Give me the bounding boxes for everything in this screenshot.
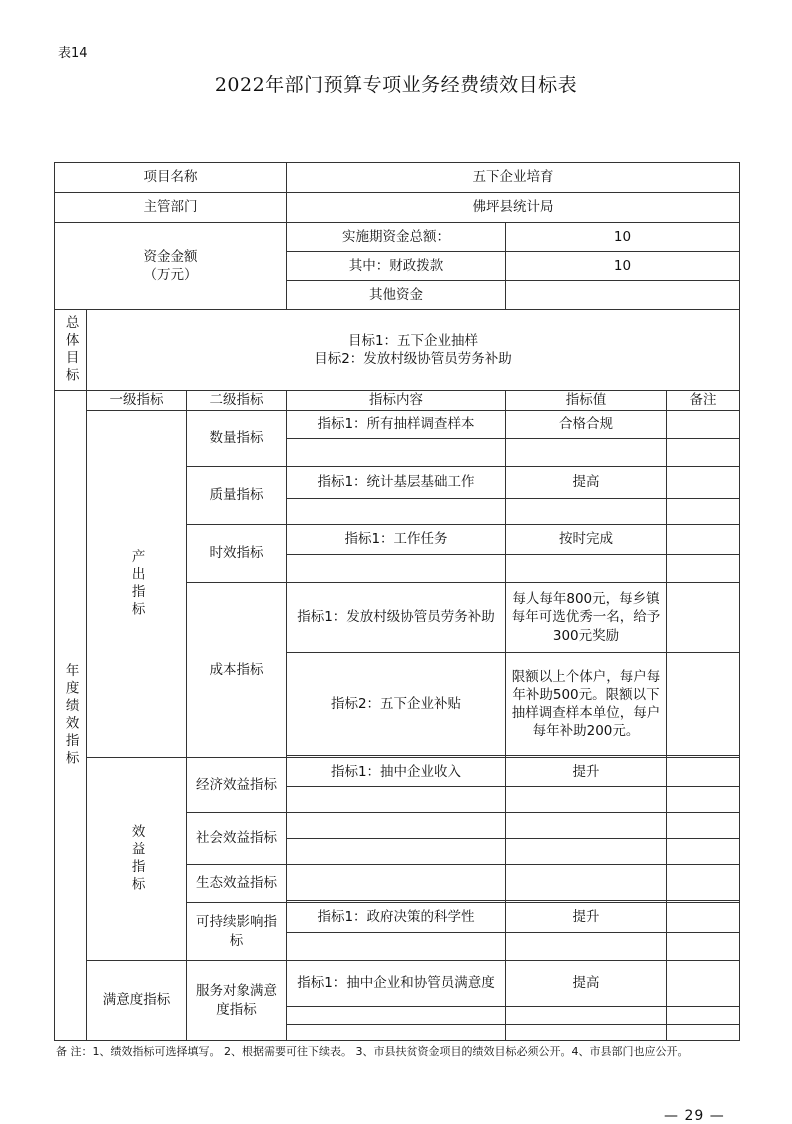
service-satisfaction-value: 提高	[506, 961, 667, 1007]
funds-label-line1: 资金金额	[143, 248, 198, 265]
empty-value	[506, 933, 667, 961]
table-row	[55, 411, 740, 439]
remark-cell	[667, 933, 740, 961]
cost-item1-content: 指标1：发放村级协管员劳务补助	[287, 583, 506, 653]
funds-label-line2: （万元）	[143, 267, 198, 283]
funds-other-value	[506, 281, 740, 310]
empty-content	[287, 839, 506, 865]
effect-indicators-label: 效益指标	[87, 758, 187, 961]
funds-total-label: 实施期资金总额：	[287, 223, 506, 252]
empty-value	[506, 813, 667, 839]
department-label: 主管部门	[55, 193, 287, 223]
empty-content	[287, 1025, 506, 1041]
funds-fiscal-value: 10	[506, 252, 740, 281]
funds-other-label: 其他资金	[287, 281, 506, 310]
remark-cell	[667, 865, 740, 901]
remark-cell	[667, 1025, 740, 1041]
indicator-header-row	[55, 391, 740, 411]
department-row	[55, 193, 740, 223]
overall-goal-row	[55, 310, 740, 391]
ecological-indicator-label: 生态效益指标	[187, 865, 287, 903]
remark-cell	[667, 1007, 740, 1025]
remark-cell	[667, 411, 740, 439]
empty-value	[506, 1025, 667, 1041]
funds-total-row	[55, 223, 740, 252]
quality-indicator-label: 质量指标	[187, 467, 287, 525]
remark-cell	[667, 439, 740, 467]
goal-item-2: 目标2：发放村级协管员劳务补助	[314, 351, 512, 367]
sustainable-content: 指标1：政府决策的科学性	[287, 903, 506, 933]
performance-target-table	[54, 162, 740, 1041]
empty-content	[287, 439, 506, 467]
project-row	[55, 163, 740, 193]
quantity-content: 指标1：所有抽样调查样本	[287, 411, 506, 439]
footnote: 备 注：1、绩效指标可选择填写。 2、根据需要可往下续表。 3、市县扶贫资金项目的绩效目标必须公开。4、市县部门也应公开。	[56, 1045, 689, 1058]
satisfaction-indicators-label: 满意度指标	[87, 961, 187, 1041]
remark-cell	[667, 758, 740, 787]
timeliness-content: 指标1：工作任务	[287, 525, 506, 555]
empty-content	[287, 1007, 506, 1025]
remark-cell	[667, 555, 740, 583]
empty-value	[506, 1007, 667, 1025]
funds-fiscal-label: 其中：财政拨款	[287, 252, 506, 281]
remark-cell	[667, 961, 740, 1007]
annual-indicators-label: 年度绩效指标	[55, 391, 87, 1041]
cost-item2-value: 限额以上个体户，每户每年补助500元。限额以下抽样调查样本单位，每户每年补助200元。	[506, 653, 667, 756]
header-content: 指标内容	[287, 391, 506, 411]
remark-cell	[667, 903, 740, 933]
cost-item1-value: 每人每年800元，每乡镇每年可选优秀一名，给予300元奖励	[506, 583, 667, 653]
economic-content: 指标1：抽中企业收入	[287, 758, 506, 787]
project-label: 项目名称	[55, 163, 287, 193]
remark-cell	[667, 525, 740, 555]
page-title: 2022年部门预算专项业务经费绩效目标表	[214, 74, 578, 96]
header-remark: 备注	[667, 391, 740, 411]
quantity-value: 合格合规	[506, 411, 667, 439]
remark-cell	[667, 839, 740, 865]
department-value: 佛坪县统计局	[287, 193, 740, 223]
timeliness-value: 按时完成	[506, 525, 667, 555]
empty-content	[287, 555, 506, 583]
economic-value: 提升	[506, 758, 667, 787]
empty-content	[287, 865, 506, 901]
sustainable-indicator-label: 可持续影响指标	[187, 903, 287, 961]
remark-cell	[667, 583, 740, 653]
header-level2: 二级指标	[187, 391, 287, 411]
cost-item2-content: 指标2：五下企业补贴	[287, 653, 506, 756]
empty-value	[506, 839, 667, 865]
table-row	[55, 961, 740, 1007]
remark-cell	[667, 653, 740, 756]
remark-cell	[667, 467, 740, 499]
funds-label	[55, 223, 287, 310]
quality-content: 指标1：统计基层基础工作	[287, 467, 506, 499]
header-value: 指标值	[506, 391, 667, 411]
overall-goal-content	[87, 310, 740, 391]
remark-cell	[667, 813, 740, 839]
overall-goal-label: 总体目标	[55, 310, 87, 391]
empty-content	[287, 499, 506, 525]
timeliness-indicator-label: 时效指标	[187, 525, 287, 583]
social-indicator-label: 社会效益指标	[187, 813, 287, 865]
sustainable-value: 提升	[506, 903, 667, 933]
project-value: 五下企业培育	[287, 163, 740, 193]
header-level1: 一级指标	[87, 391, 187, 411]
service-satisfaction-label: 服务对象满意度指标	[187, 961, 287, 1041]
empty-value	[506, 439, 667, 467]
empty-content	[287, 787, 506, 813]
table-row	[55, 758, 740, 787]
economic-indicator-label: 经济效益指标	[187, 758, 287, 813]
output-indicators-label: 产出指标	[87, 411, 187, 758]
goal-item-1: 目标1：五下企业抽样	[347, 332, 479, 349]
empty-value	[506, 555, 667, 583]
funds-total-value: 10	[506, 223, 740, 252]
quality-value: 提高	[506, 467, 667, 499]
form-number: 表14	[58, 46, 88, 61]
empty-content	[287, 813, 506, 839]
page-number: — 29 —	[664, 1108, 725, 1124]
service-satisfaction-content: 指标1：抽中企业和协管员满意度	[287, 961, 506, 1007]
remark-cell	[667, 787, 740, 813]
remark-cell	[667, 499, 740, 525]
empty-value	[506, 787, 667, 813]
empty-value	[506, 865, 667, 901]
empty-value	[506, 499, 667, 525]
empty-content	[287, 933, 506, 961]
cost-indicator-label: 成本指标	[187, 583, 287, 758]
quantity-indicator-label: 数量指标	[187, 411, 287, 467]
